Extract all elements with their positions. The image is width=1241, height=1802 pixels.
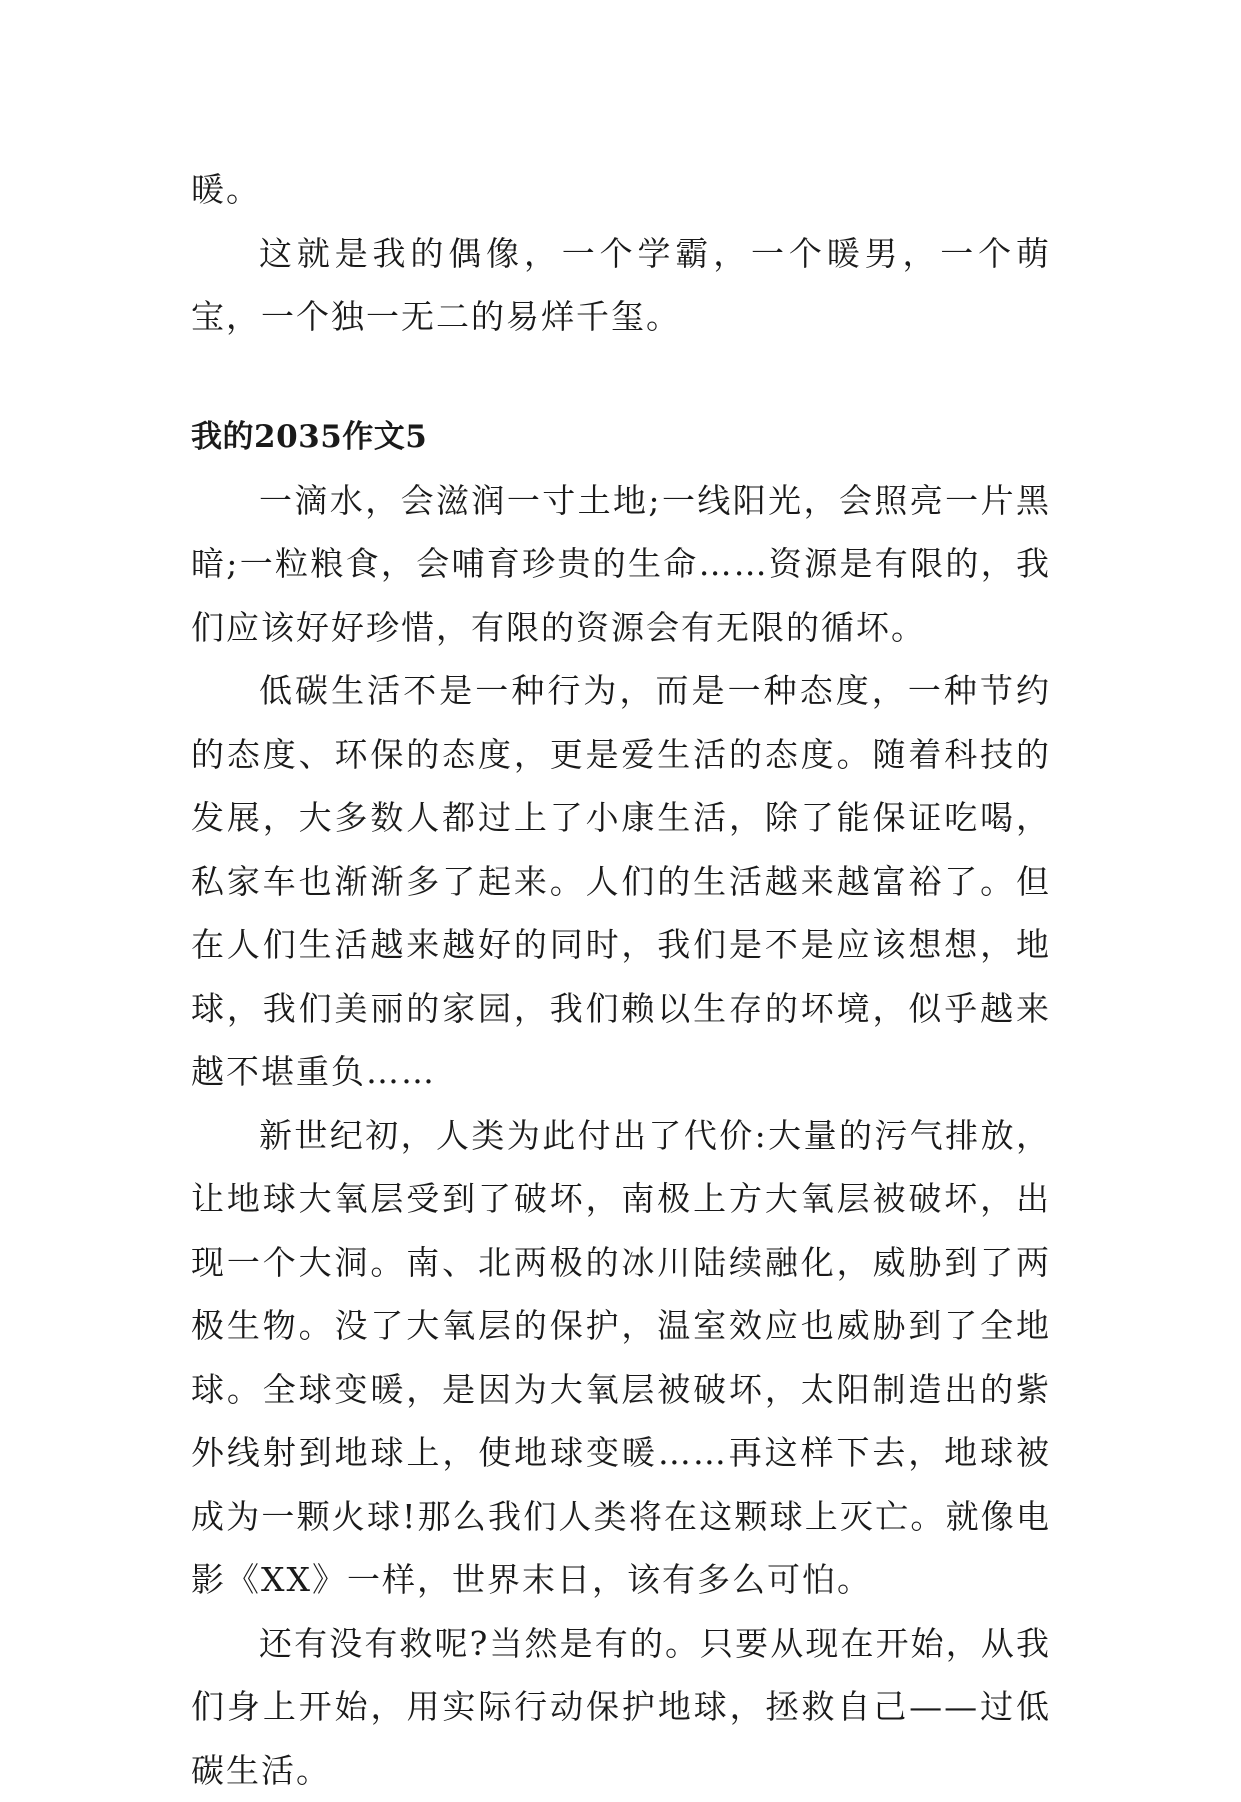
document-page bbox=[191, 158, 1051, 1802]
paragraph-intro: 这就是我的偶像，一个学霸，一个暖男，一个萌宝，一个独一无二的易烊千玺。 bbox=[191, 222, 1051, 349]
essay-paragraph-3: 新世纪初，人类为此付出了代价:大量的污气排放，让地球大氧层受到了破坏，南极上方大氧层被破坏，出现一个大洞。南、北两极的冰川陆续融化，威胁到了两极生物。没了大氧层的保护，温室效应也威胁到了全地球。全球变暖，是因为大氧层被破坏，太阳制造出的紫外线射到地球上，使地球变暖……再这样下去，地球被成为一颗火球!那么我们人类将在这颗球上灭亡。就像电影《XX》一样，世界末日，该有多么可怕。 bbox=[191, 1104, 1051, 1612]
essay-paragraph-2: 低碳生活不是一种行为，而是一种态度，一种节约的态度、环保的态度，更是爱生活的态度。随着科技的发展，大多数人都过上了小康生活，除了能保证吃喝，私家车也渐渐多了起来。人们的生活越来越富裕了。但在人们生活越来越好的同时，我们是不是应该想想，地球，我们美丽的家园，我们赖以生存的坏境，似乎越来越不堪重负…… bbox=[191, 659, 1051, 1104]
paragraph-fragment: 暖。 bbox=[191, 158, 1051, 222]
section-spacer bbox=[191, 349, 1051, 406]
essay-paragraph-1: 一滴水，会滋润一寸土地;一线阳光，会照亮一片黑暗;一粒粮食，会哺育珍贵的生命……资源是有限的，我们应该好好珍惜，有限的资源会有无限的循坏。 bbox=[191, 469, 1051, 660]
essay-paragraph-4: 还有没有救呢?当然是有的。只要从现在开始，从我们身上开始，用实际行动保护地球，拯救自己——过低碳生活。 bbox=[191, 1612, 1051, 1802]
essay-title: 我的2035作文5 bbox=[191, 406, 1051, 469]
